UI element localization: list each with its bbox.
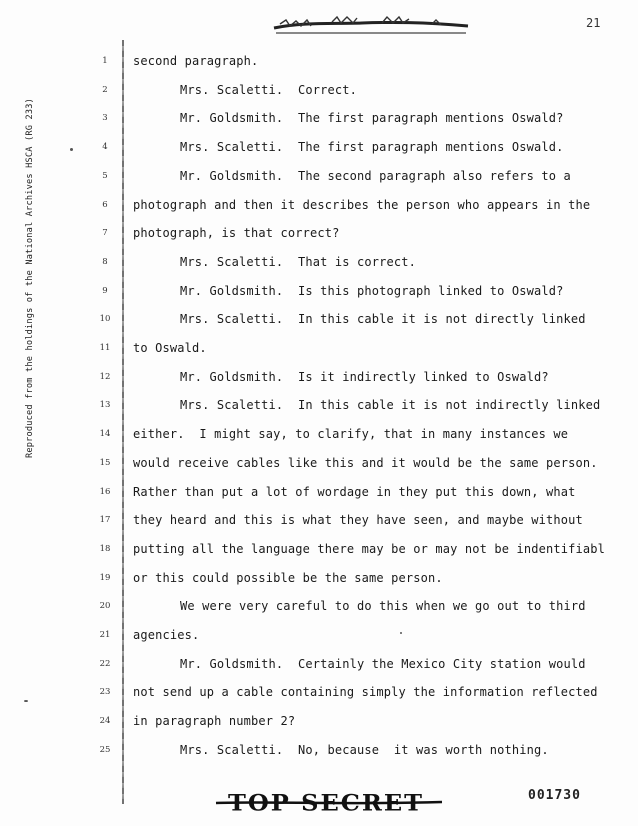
transcript-line: they heard and this is what they have seen, and maybe without: [133, 513, 583, 528]
line-number: 10: [99, 314, 111, 325]
line-number: 23: [99, 687, 111, 698]
transcript-line: Mr. Goldsmith. The first paragraph mentions Oswald?: [180, 111, 564, 126]
transcript-line: Mr. Goldsmith. Is this photograph linked to Oswald?: [180, 283, 564, 298]
transcript-line: agencies.: [133, 628, 200, 642]
line-number: 6: [102, 199, 108, 210]
archive-source-caption: Reproduced from the holdings of the National Archives HSCA (RG 233): [25, 97, 35, 459]
line-number: 15: [99, 457, 111, 468]
line-number: 22: [99, 658, 111, 669]
transcript-line: Mr. Goldsmith. Is it indirectly linked to Oswald?: [180, 369, 549, 384]
transcript-line: putting all the language there may be or may not be indentifiabl: [133, 541, 605, 556]
line-number: 7: [102, 228, 108, 239]
transcript-line: photograph and then it describes the person who appears in the: [133, 197, 591, 212]
line-number: 3: [102, 113, 108, 124]
line-number: 18: [99, 543, 111, 554]
line-number: 5: [102, 170, 108, 181]
page-number: 21: [586, 16, 601, 30]
transcript-line: second paragraph.: [133, 54, 259, 68]
line-number: 1: [102, 56, 108, 66]
line-number: 4: [102, 142, 108, 153]
transcript-line: photograph, is that correct?: [133, 226, 340, 241]
line-number: 19: [99, 572, 111, 583]
transcript-line: Mr. Goldsmith. Certainly the Mexico City station would: [180, 656, 586, 671]
transcript-line: or this could possible be the same person.: [133, 570, 443, 585]
document-number: 001730: [528, 788, 581, 803]
line-number: 25: [99, 744, 111, 755]
scan-speck: [24, 700, 28, 702]
transcript-line: Mrs. Scaletti. That is correct.: [180, 254, 416, 269]
transcript-line: Mr. Goldsmith. The second paragraph also refers to a: [180, 168, 571, 183]
left-margin-rule: [122, 40, 124, 804]
line-number: 13: [99, 400, 111, 411]
transcript-line: Mrs. Scaletti. In this cable it is not directly linked: [180, 312, 586, 327]
transcript-line: either. I might say, to clarify, that in many instances we: [133, 427, 569, 442]
transcript-line: Mrs. Scaletti. The first paragraph mentions Oswald.: [180, 140, 564, 155]
line-number: 11: [99, 343, 111, 353]
line-number: 9: [102, 285, 108, 296]
transcript-line: Rather than put a lot of wordage in they put this down, what: [133, 484, 576, 499]
transcript-line: Mrs. Scaletti. In this cable it is not indirectly linked: [180, 398, 601, 413]
transcript-line: Mrs. Scaletti. No, because it was worth nothing.: [180, 742, 549, 757]
line-number: 20: [99, 601, 111, 612]
transcript-line: to Oswald.: [133, 341, 207, 355]
line-number: 24: [99, 716, 111, 727]
line-number: 21: [99, 630, 111, 640]
transcript-line: not send up a cable containing simply the information reflected: [133, 685, 598, 700]
line-number: 14: [99, 429, 111, 440]
transcript-line: would receive cables like this and it would be the same person.: [133, 455, 598, 470]
line-number: 17: [99, 515, 111, 526]
line-number: 8: [102, 256, 108, 267]
transcript-line: in paragraph number 2?: [133, 714, 296, 729]
redacted-header-scribble: [272, 14, 470, 36]
line-number: 2: [102, 84, 108, 95]
transcript-line: Mrs. Scaletti. Correct.: [180, 82, 357, 97]
line-number: 16: [99, 486, 111, 497]
line-number: 12: [99, 371, 111, 382]
scan-speck: [70, 148, 73, 151]
classification-stamp: TOP SECRET: [228, 788, 424, 817]
scan-speck: [400, 632, 402, 634]
transcript-line: We were very careful to do this when we go out to third: [180, 599, 586, 614]
